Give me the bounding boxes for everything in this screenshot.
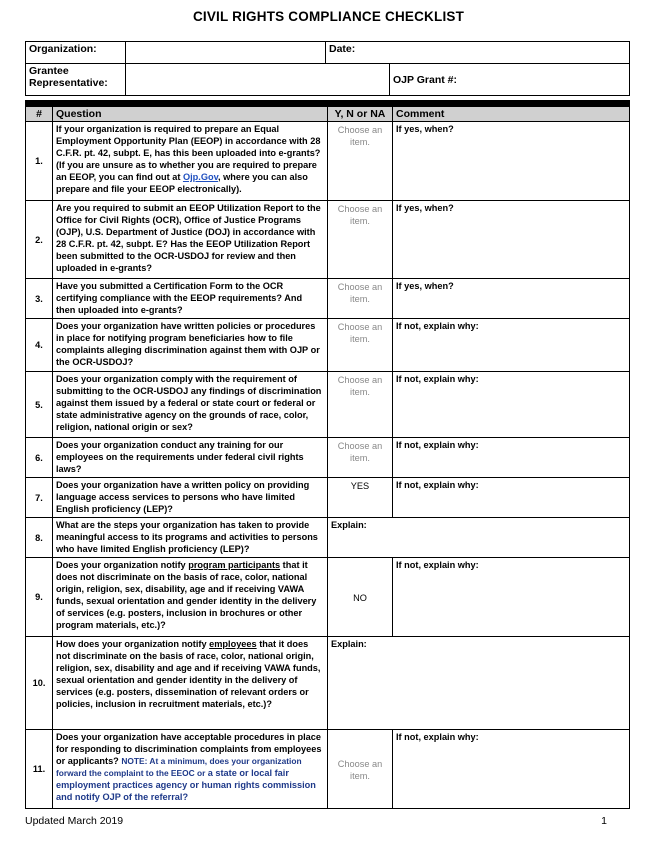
comment-field[interactable]: If not, explain why: <box>393 319 630 372</box>
col-header-question: Question <box>53 107 328 122</box>
table-row <box>26 319 630 372</box>
question-cell: Have you submitted a Certification Form to the OCR certifying compliance with the EEOP requirements? And then uploaded into e-grants? <box>53 279 328 319</box>
row-number: 3. <box>26 279 53 319</box>
question-cell: How does your organization notify employees that it does not discriminate on the basis of race, color, national origin, religion, sex, disability and age and if receiving VAWA funds, sexual orientation and gender identity in the delivery of services (e.g. posters, dissemination of relevant orders or policies, inclusion in recruitment materials, etc.)? <box>53 637 328 730</box>
answer-dropdown[interactable]: Choose an item. <box>328 730 393 809</box>
table-row <box>26 518 630 558</box>
comment-field[interactable]: If yes, when? <box>393 122 630 201</box>
comment-field[interactable]: If not, explain why: <box>393 478 630 518</box>
comment-field[interactable]: If not, explain why: <box>393 438 630 478</box>
comment-field[interactable]: If not, explain why: <box>393 730 630 809</box>
row-number: 7. <box>26 478 53 518</box>
question-cell: Does your organization comply with the requirement of submitting to the OCR-USDOJ any findings of discrimination against them issued by a federal or state court or federal or state administrative agency on the grounds of race, color, religion, national origin or sex? <box>53 372 328 438</box>
question-cell: Does your organization have acceptable procedures in place for responding to discrimination complaints from employees or applicants? NOTE: At a minimum, does your organization forward the complaint to the EEOC or a state or local fair employment practices agency or human rights commission and notify OJP of the referral? <box>53 730 328 809</box>
answer-dropdown[interactable]: YES <box>328 478 393 518</box>
row-number: 6. <box>26 438 53 478</box>
answer-dropdown[interactable]: Choose an item. <box>328 319 393 372</box>
col-header-comment: Comment <box>393 107 630 122</box>
question-cell: If your organization is required to prepare an Equal Employment Opportunity Plan (EEOP) in accordance with 28 C.F.R. pt. 42, subpt. E, has this been uploaded into e-grants? (If you are unsure as to whether you are required to prepare an EEOP, you can find out at Ojp.Gov, where you can also prepare and file your EEOP electronically). <box>53 122 328 201</box>
row-number: 2. <box>26 201 53 279</box>
question-cell: Are you required to submit an EEOP Utilization Report to the Office for Civil Rights (OCR), Office of Justice Programs (OJP), U.S. Department of Justice (DOJ) in accordance with 28 C.F.R. pt. 42, subpt. E? Has the EEOP Utilization Report been submitted to the OCR-USDOJ for review and then uploaded in e-grants? <box>53 201 328 279</box>
checklist-table <box>25 100 630 809</box>
page-number: 1 <box>601 815 607 827</box>
page-title: CIVIL RIGHTS COMPLIANCE CHECKLIST <box>192 9 465 24</box>
answer-dropdown[interactable]: Choose an item. <box>328 372 393 438</box>
answer-dropdown[interactable]: Choose an item. <box>328 279 393 319</box>
grantee-field[interactable] <box>126 64 390 96</box>
organization-field[interactable] <box>126 42 326 64</box>
ojp-gov-link[interactable]: Ojp.Gov <box>182 172 219 182</box>
row-number: 8. <box>26 518 53 558</box>
table-row <box>26 438 630 478</box>
row-number: 1. <box>26 122 53 201</box>
comment-field[interactable]: If not, explain why: <box>393 558 630 637</box>
ojp-grant-field[interactable] <box>390 64 630 96</box>
question-cell: Does your organization notify program participants that it does not discriminate on the basis of race, color, national origin, religion, sex, disability, age and if receiving VAWA funds, sexual orientation and gender identity in the delivery of services (e.g. posters, inclusion in brochures or other program materials, etc.)? <box>53 558 328 637</box>
answer-dropdown[interactable]: NO <box>328 558 393 637</box>
footer-updated: Updated March 2019 <box>25 815 124 827</box>
question-cell: What are the steps your organization has taken to provide meaningful access to its programs and activities to persons who have limited English proficiency (LEP)? <box>53 518 328 558</box>
comment-field[interactable]: If yes, when? <box>393 201 630 279</box>
comment-field[interactable]: If not, explain why: <box>393 372 630 438</box>
table-row <box>26 730 630 809</box>
row-number: 11. <box>26 730 53 809</box>
question-cell: Does your organization conduct any training for our employees on the requirements under federal civil rights laws? <box>53 438 328 478</box>
row-number: 9. <box>26 558 53 637</box>
explain-field[interactable]: Explain: <box>328 637 630 730</box>
col-header-answer: Y, N or NA <box>328 107 393 122</box>
table-row <box>26 201 630 279</box>
table-row <box>26 122 630 201</box>
table-row <box>26 637 630 730</box>
answer-dropdown[interactable]: Choose an item. <box>328 122 393 201</box>
answer-dropdown[interactable]: Choose an item. <box>328 438 393 478</box>
explain-field[interactable]: Explain: <box>328 518 630 558</box>
row-number: 5. <box>26 372 53 438</box>
date-label: Date: <box>329 43 356 55</box>
row-number: 10. <box>26 637 53 730</box>
question-cell: Does your organization have a written policy on providing language access services to persons who have limited English proficiency (LEP)? <box>53 478 328 518</box>
note-text: NOTE: At a minimum, does your organization forward the complaint to the EEOC or a state or local fair employment practices agency or human rights commission and notify OJP of the referral? <box>56 756 316 802</box>
organization-label: Organization: <box>26 42 126 64</box>
comment-field[interactable]: If yes, when? <box>393 279 630 319</box>
table-row <box>26 372 630 438</box>
table-row <box>26 558 630 637</box>
table-row <box>26 279 630 319</box>
question-cell: Does your organization have written policies or procedures in place for notifying program beneficiaries how to file complaints alleging discrimination against them with OJP or the OCR-USDOJ? <box>53 319 328 372</box>
ojp-grant-label: OJP Grant #: <box>393 73 457 86</box>
table-row <box>26 478 630 518</box>
answer-dropdown[interactable]: Choose an item. <box>328 201 393 279</box>
date-field[interactable] <box>326 42 630 64</box>
header-info-table <box>25 41 630 96</box>
row-number: 4. <box>26 319 53 372</box>
col-header-num: # <box>26 107 53 122</box>
grantee-label: Grantee Representative: <box>26 64 126 96</box>
